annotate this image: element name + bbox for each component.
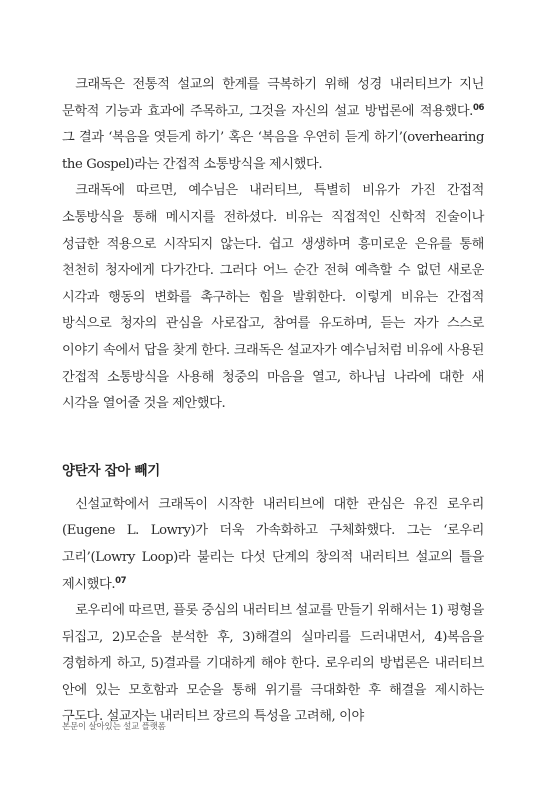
paragraph-craddock-overhearing xyxy=(62,72,484,178)
paragraph-text: 크래독은 전통적 설교의 한계를 극복하기 위해 성경 내러티브가 지닌 문학적 기능과 효과에 주목하고, 그것을 자신의 설교 방법론에 적용했다. xyxy=(62,77,484,119)
paragraph-text: 신설교학에서 크래독이 시작한 내러티브에 대한 관심은 유진 로우리(Eugene L. Lowry)가 더욱 가속화하고 구체화했다. 그는 ‘로우리 고리’(Lowry Loop)라 불리는 다섯 단계의 창의적 내러티브 설교의 틀을 제시했다. xyxy=(62,496,484,592)
running-footer: 본문이 살아있는 설교 플랫폼 xyxy=(62,722,166,732)
section-heading: 양탄자 잡아 빼기 xyxy=(62,462,160,479)
paragraph-lowry-steps: 로우리에 따르면, 플롯 중심의 내러티브 설교를 만들기 위해서는 1) 평형을 뒤집고, 2)모순을 분석한 후, 3)해결의 실마리를 드러내면서, 4)복음을 경험하게 하고, 5)결과를 기대하게 해야 한다. 로우리의 방법론은 내러티브 안에 있는 모호함과 모순을 통해 위기를 극대화한 후 해결을 제시하는 구도다. 설교자는 내러티브 장르의 특성을 고려해, 이야 xyxy=(62,603,484,725)
footnote-marker-06: 06 xyxy=(472,102,484,113)
footnote-marker-07: 07 xyxy=(115,575,127,586)
paragraph-craddock-parables: 크래독에 따르면, 예수님은 내러티브, 특별히 비유가 가진 간접적 소통방식을 통해 메시지를 전하셨다. 비유는 직접적인 신학적 진술이나 성급한 적용으로 시작되지 않는다. 쉽고 생생하며 흥미로운 은유를 통해 천천히 청자에게 다가간다. 그러다 어느 순간 전혀 예측할 수 없던 새로운 시각과 행동의 변화를 촉구하는 힘을 발휘한다. 이렇게 비유는 간접적 방식으로 청자의 관심을 사로잡고, 참여를 유도하며, 듣는 자가 스스로 이야기 속에서 답을 찾게 한다. 크래독은 설교자가 예수님처럼 비유에 사용된 간접적 소통방식을 사용해 청중의 마음을 열고, 하나님 나라에 대한 새 시각을 열어줄 것을 제안했다. xyxy=(62,183,484,412)
paragraph-lowry-loop xyxy=(62,492,484,598)
body-text xyxy=(62,72,484,731)
paragraph-text: 그 결과 ‘복음을 엿듣게 하기’ 혹은 ‘복음을 우연히 듣게 하기’(overhearing the Gospel)라는 간접적 소통방식을 제시했다. xyxy=(62,130,484,172)
